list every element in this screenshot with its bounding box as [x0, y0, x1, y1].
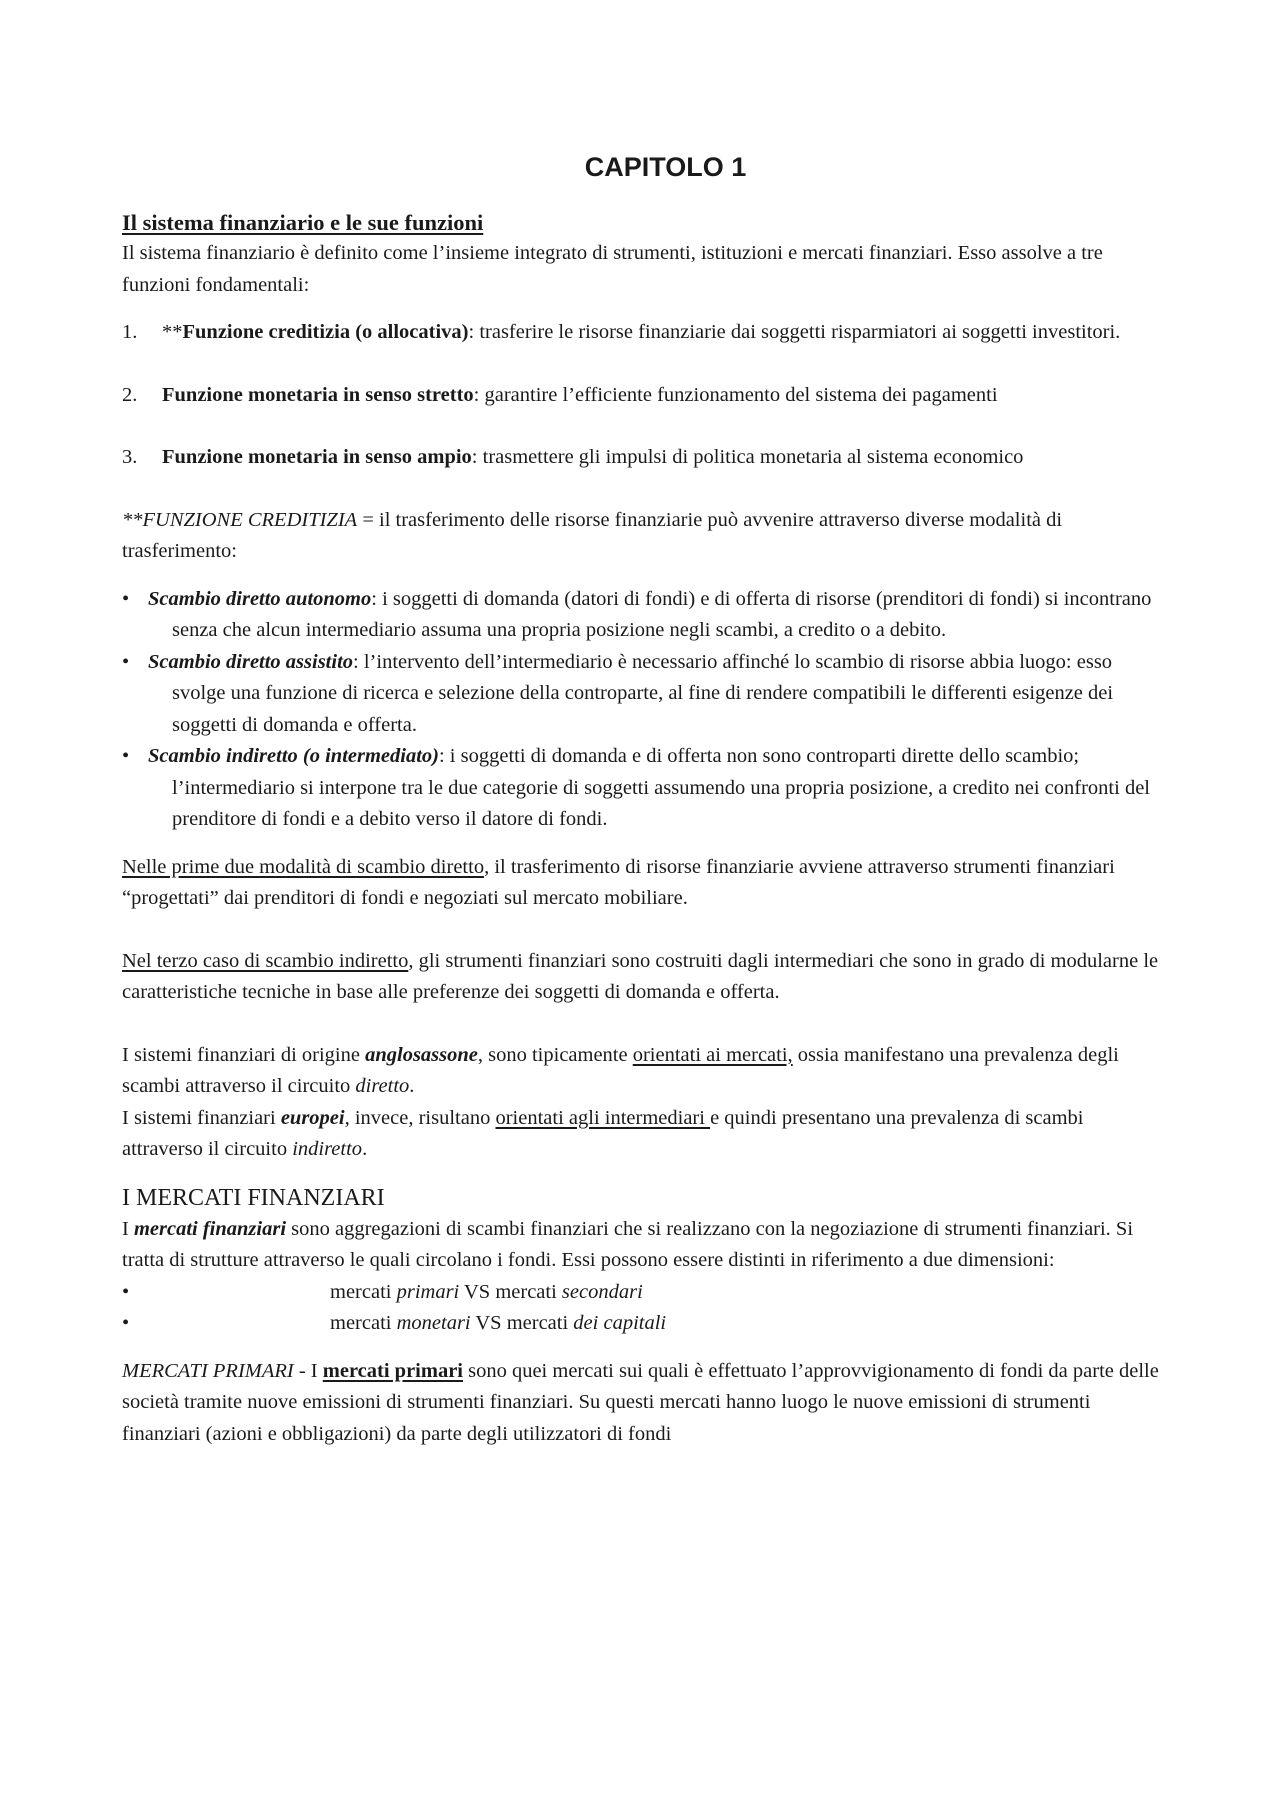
text-run: mercati	[330, 1280, 397, 1303]
mode-title: Scambio indiretto (o intermediato)	[148, 745, 439, 767]
text-run: I	[122, 1217, 134, 1240]
text-run: sono quei mercati sui quali è effettuato l’approvvigionamento di fondi da parte delle società tramite nuove emissioni di strumenti finanziari. Su questi mercati hanno luogo le nuove emissioni di strumenti finanziari (azioni e obbligazioni) da parte degli utilizzatori di fondi	[122, 1359, 1159, 1445]
european-systems-paragraph	[122, 1103, 1167, 1166]
text-run: .	[362, 1138, 368, 1160]
paragraph-text: , gli strumenti finanziari sono costruiti dagli intermediari che sono in grado di modularne le caratteristiche tecniche in base alle preferenze dei soggetti di domanda e offerta.	[122, 949, 1159, 1003]
mode-title: Scambio diretto assistito	[148, 650, 354, 673]
direct-exchange-paragraph	[122, 852, 1167, 915]
emphasis-mercati-finanziari: mercati finanziari	[133, 1217, 287, 1240]
anglo-systems-paragraph	[122, 1040, 1167, 1103]
function-title: Funzione monetaria in senso stretto	[162, 383, 474, 406]
underlined-intermediary-oriented: orientati agli intermediari	[495, 1106, 711, 1129]
bullet: •	[122, 1280, 130, 1303]
market-dimensions-list	[122, 1277, 1167, 1340]
primary-markets-paragraph	[122, 1356, 1167, 1451]
italic-term: primari	[396, 1280, 460, 1303]
text-run: mercati	[330, 1312, 397, 1334]
markets-paragraph	[122, 1214, 1167, 1277]
function-text: : trasmettere gli impulsi di politica monetaria al sistema economico	[471, 446, 1024, 468]
italic-term: secondari	[561, 1280, 643, 1303]
mode-text: : i soggetti di domanda e di offerta non sono controparti dirette dello scambio; l’intermediario si interpone tra le due categorie di soggetti assumendo una propria posizione, a credito nei confronti del prenditore di fondi e a debito verso il datore di fondi.	[172, 745, 1150, 830]
mode-title: Scambio diretto autonomo	[148, 587, 372, 610]
list-number: 1.	[122, 321, 138, 343]
mode-text: : i soggetti di domanda (datori di fondi) e di offerta di risorse (prenditori di fondi) si incontrano senza che alcun intermediario assuma una propria posizione negli scambi, a credito o a debito.	[172, 587, 1152, 641]
list-item	[122, 647, 1167, 742]
italic-term: monetari	[396, 1312, 471, 1334]
underlined-market-oriented: orientati ai mercati,	[632, 1043, 793, 1066]
document-page	[122, 150, 1167, 1450]
note-label: **FUNZIONE CREDITIZIA	[122, 508, 358, 531]
emphasis-europei: europei	[280, 1106, 345, 1129]
text-run: VS mercati	[459, 1280, 562, 1303]
emphasis-indiretto: indiretto	[292, 1138, 363, 1160]
list-item	[122, 380, 1167, 412]
mode-text: : l’intervento dell’intermediario è necessario affinché lo scambio di risorse abbia luogo: esso svolge una funzione di ricerca e selezione della controparte, al fine di rendere compatibili le differenti esigenze dei soggetti di domanda e offerta.	[172, 650, 1114, 736]
text-run: , invece, risultano	[344, 1106, 496, 1129]
italic-term: dei capitali	[573, 1312, 667, 1334]
function-title: Funzione creditizia (o allocativa)	[182, 321, 469, 343]
section-heading-financial-markets: I MERCATI FINANZIARI	[122, 1184, 385, 1211]
underlined-term: mercati primari	[322, 1359, 463, 1382]
footnote-marker: **	[162, 321, 183, 343]
functions-list	[122, 317, 1167, 474]
list-item	[122, 442, 1167, 474]
italic-label: MERCATI PRIMARI	[122, 1359, 294, 1382]
text-run: .	[409, 1075, 415, 1097]
section-heading-financial-system: Il sistema finanziario e le sue funzioni	[122, 210, 484, 235]
emphasis-diretto: diretto	[355, 1075, 410, 1097]
function-title: Funzione monetaria in senso ampio	[162, 446, 472, 468]
function-text: : trasferire le risorse finanziarie dai soggetti risparmiatori ai soggetti investitori.	[468, 321, 1121, 343]
text-run: - I	[293, 1359, 323, 1382]
indirect-exchange-paragraph	[122, 946, 1167, 1009]
bullet: •	[122, 587, 130, 610]
function-text: : garantire l’efficiente funzionamento del sistema dei pagamenti	[473, 383, 998, 406]
intro-paragraph: Il sistema finanziario è definito come l’insieme integrato di strumenti, istituzioni e mercati finanziari. Esso assolve a tre funzioni fondamentali:	[122, 242, 1103, 296]
text-run: e quindi presentano una prevalenza di scambi attraverso il circuito	[122, 1106, 1084, 1160]
chapter-title: CAPITOLO 1	[584, 152, 747, 182]
bullet: •	[122, 745, 130, 767]
list-item	[122, 1308, 1167, 1340]
list-item	[122, 741, 1167, 836]
text-run: I sistemi finanziari	[122, 1106, 281, 1129]
bullet: •	[122, 1312, 130, 1334]
bullet: •	[122, 650, 130, 673]
underlined-lead: Nel terzo caso di scambio indiretto	[122, 949, 409, 972]
note-text: = il trasferimento delle risorse finanziarie può avvenire attraverso diverse modalità di trasferimento:	[122, 508, 1063, 562]
text-run: I sistemi finanziari di origine	[122, 1043, 366, 1066]
text-run: ossia manifestano una prevalenza degli scambi attraverso il circuito	[122, 1043, 1119, 1097]
exchange-modes-list	[122, 584, 1167, 836]
text-run: sono aggregazioni di scambi finanziari che si realizzano con la negoziazione di strumenti finanziari. Si tratta di strutture attraverso le quali circolano i fondi. Essi possono essere distinti in riferimento a due dimensioni:	[122, 1217, 1134, 1271]
text-run: , sono tipicamente	[477, 1043, 633, 1066]
emphasis-anglosassone: anglosassone	[365, 1043, 478, 1066]
list-number: 3.	[122, 446, 138, 468]
list-item	[122, 584, 1167, 647]
list-item	[122, 1277, 1167, 1309]
paragraph-text: , il trasferimento di risorse finanziarie avviene attraverso strumenti finanziari “progettati” dai prenditori di fondi e negoziati sul mercato mobiliare.	[122, 855, 1115, 909]
underlined-lead: Nelle prime due modalità di scambio diretto	[122, 855, 485, 878]
list-item	[122, 317, 1167, 349]
credit-function-note	[122, 505, 1167, 568]
list-number: 2.	[122, 383, 138, 406]
text-run: VS mercati	[470, 1312, 574, 1334]
